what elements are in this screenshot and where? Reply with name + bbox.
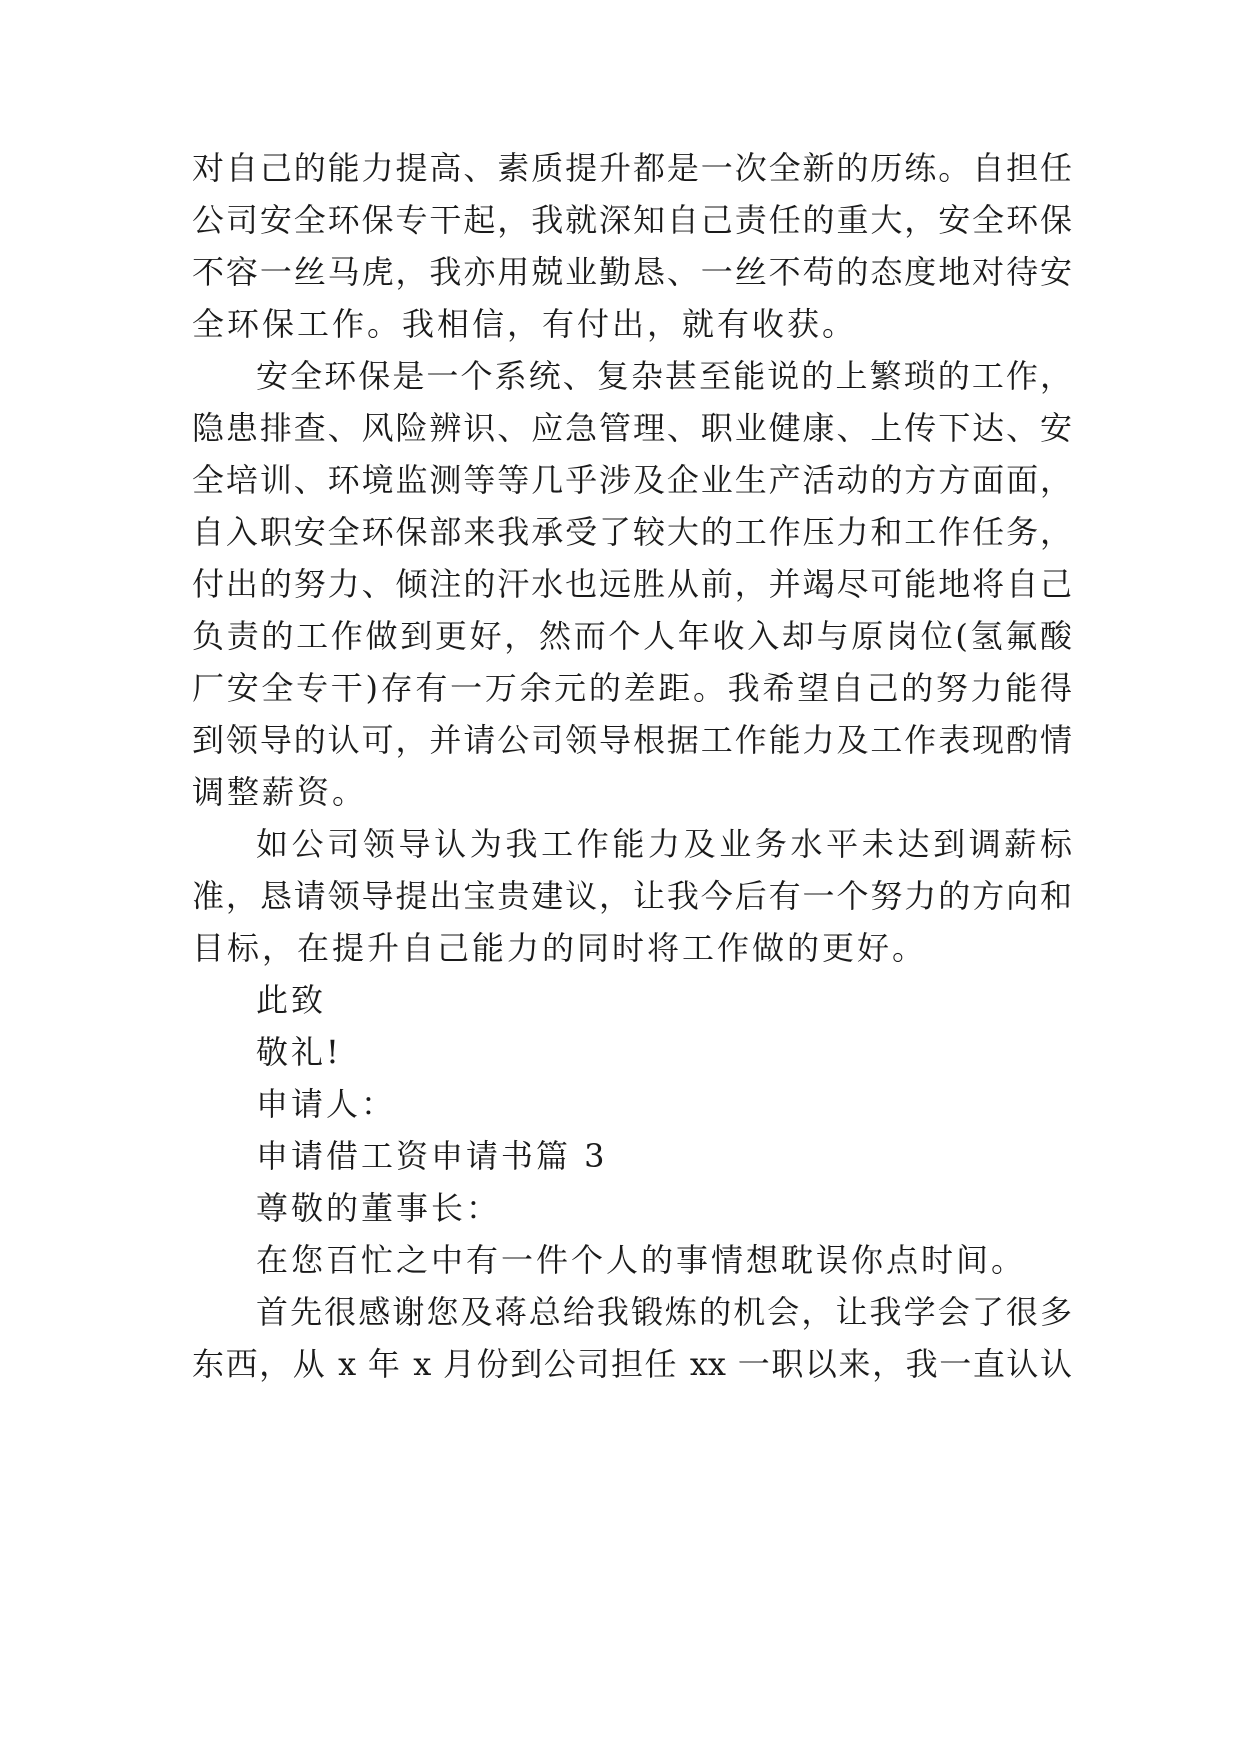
closing-salutation: 此致 — [256, 981, 327, 1019]
text-line: 东西，从 x 年 x 月份到公司担任 xx 一职以来，我一直认认 — [192, 1345, 1072, 1383]
text-line: 厂安全专干)存有一万余元的差距。我希望自己的努力能得 — [192, 669, 1072, 707]
text-line: 对自己的能力提高、素质提升都是一次全新的历练。自担任 — [192, 149, 1072, 187]
text-line: 付出的努力、倾注的汗水也远胜从前，并竭尽可能地将自己 — [192, 565, 1072, 603]
text-line: 隐患排查、风险辨识、应急管理、职业健康、上传下达、安 — [192, 409, 1072, 447]
paragraph-first-line: 安全环保是一个系统、复杂甚至能说的上繁琐的工作， — [256, 357, 1072, 395]
paragraph-first-line: 在您百忙之中有一件个人的事情想耽误你点时间。 — [256, 1241, 1027, 1279]
paragraph-first-line: 首先很感谢您及蒋总给我锻炼的机会，让我学会了很多 — [256, 1293, 1072, 1331]
letter-greeting: 尊敬的董事长： — [256, 1189, 502, 1227]
text-line: 全培训、环境监测等等几乎涉及企业生产活动的方方面面， — [192, 461, 1072, 499]
applicant-label: 申请人： — [256, 1085, 397, 1123]
text-line: 调整薪资。 — [192, 773, 368, 811]
paragraph-first-line: 如公司领导认为我工作能力及业务水平未达到调薪标 — [256, 825, 1072, 863]
text-line: 到领导的认可，并请公司领导根据工作能力及工作表现酌情 — [192, 721, 1072, 759]
text-line: 目标，在提升自己能力的同时将工作做的更好。 — [192, 929, 928, 967]
text-line: 不容一丝马虎，我亦用兢业勤恳、一丝不苟的态度地对待安 — [192, 253, 1072, 291]
text-line: 全环保工作。我相信，有付出，就有收获。 — [192, 305, 858, 343]
text-line: 自入职安全环保部来我承受了较大的工作压力和工作任务， — [192, 513, 1072, 551]
section-heading: 申请借工资申请书篇 3 — [256, 1137, 608, 1175]
closing-regards: 敬礼! — [256, 1033, 342, 1071]
text-line: 公司安全环保专干起，我就深知自己责任的重大，安全环保 — [192, 201, 1072, 239]
text-line: 准，恳请领导提出宝贵建议，让我今后有一个努力的方向和 — [192, 877, 1072, 915]
text-line: 负责的工作做到更好，然而个人年收入却与原岗位(氢氟酸 — [192, 617, 1072, 655]
